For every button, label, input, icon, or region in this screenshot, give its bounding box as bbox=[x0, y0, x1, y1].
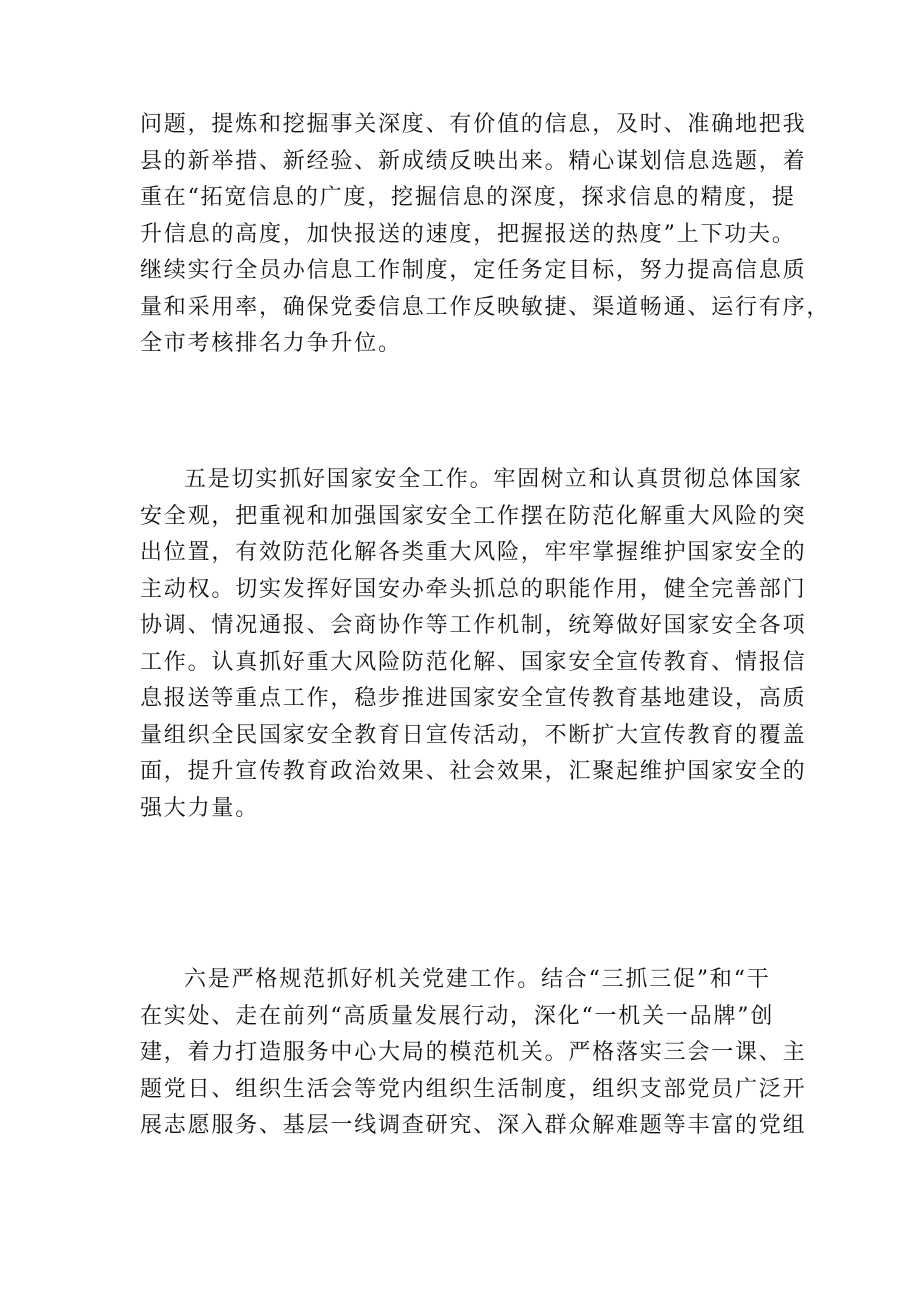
text-line: 强大力量。 bbox=[140, 795, 260, 821]
text-line: 六是严格规范抓好机关党建工作。结合“三抓三促”和“干 bbox=[184, 967, 771, 992]
text-line: 主动权。切实发挥好国安办牵头抓总的职能作用，健全完善部门 bbox=[140, 576, 807, 602]
text-line: 五是切实抓好国家安全工作。牢固树立和认真贯彻总体国家 bbox=[184, 467, 803, 492]
text-line: 问题，提炼和挖掘事关深度、有价值的信息，及时、准确地把我 bbox=[140, 112, 807, 137]
text-line: 题党日、组织生活会等党内组织生活制度，组织支部党员广泛开 bbox=[140, 1076, 807, 1102]
text-line: 重在“拓宽信息的广度，挖掘信息的深度，探求信息的精度，提 bbox=[140, 185, 796, 210]
text-line: 在实处、走在前列“高质量发展行动，深化“一机关一品牌”创 bbox=[140, 1003, 775, 1029]
text-line: 出位置，有效防范化解各类重大风险，牢牢掌握维护国家安全的 bbox=[140, 540, 807, 565]
paragraph-3 bbox=[140, 962, 807, 1145]
text-line: 展志愿服务、基层一线调查研究、深入群众解难题等丰富的党组 bbox=[140, 1113, 807, 1138]
text-line: 继续实行全员办信息工作制度，定任务定目标，努力提高信息质 bbox=[140, 258, 807, 283]
paragraph-1 bbox=[140, 107, 831, 363]
text-line: 量和采用率，确保党委信息工作反映敏捷、渠道畅通、运行有序， bbox=[140, 294, 831, 320]
paragraph-2 bbox=[140, 462, 807, 827]
text-line: 安全观，把重视和加强国家安全工作摆在防范化解重大风险的突 bbox=[140, 503, 807, 529]
text-line: 建，着力打造服务中心大局的模范机关。严格落实三会一课、主 bbox=[140, 1040, 807, 1065]
text-line: 工作。认真抓好重大风险防范化解、国家安全宣传教育、情报信 bbox=[140, 649, 807, 675]
text-line: 协调、情况通报、会商协作等工作机制，统筹做好国家安全各项 bbox=[140, 613, 807, 638]
text-line: 面，提升宣传教育政治效果、社会效果，汇聚起维护国家安全的 bbox=[140, 759, 807, 784]
text-line: 升信息的高度，加快报送的速度，把握报送的热度”上下功夫。 bbox=[140, 221, 796, 247]
text-line: 全市考核排名力争升位。 bbox=[140, 331, 402, 356]
text-line: 息报送等重点工作，稳步推进国家安全宣传教育基地建设，高质 bbox=[140, 686, 807, 711]
text-line: 量组织全民国家安全教育日宣传活动，不断扩大宣传教育的覆盖 bbox=[140, 722, 807, 748]
text-line: 县的新举措、新经验、新成绩反映出来。精心谋划信息选题，着 bbox=[140, 148, 807, 174]
